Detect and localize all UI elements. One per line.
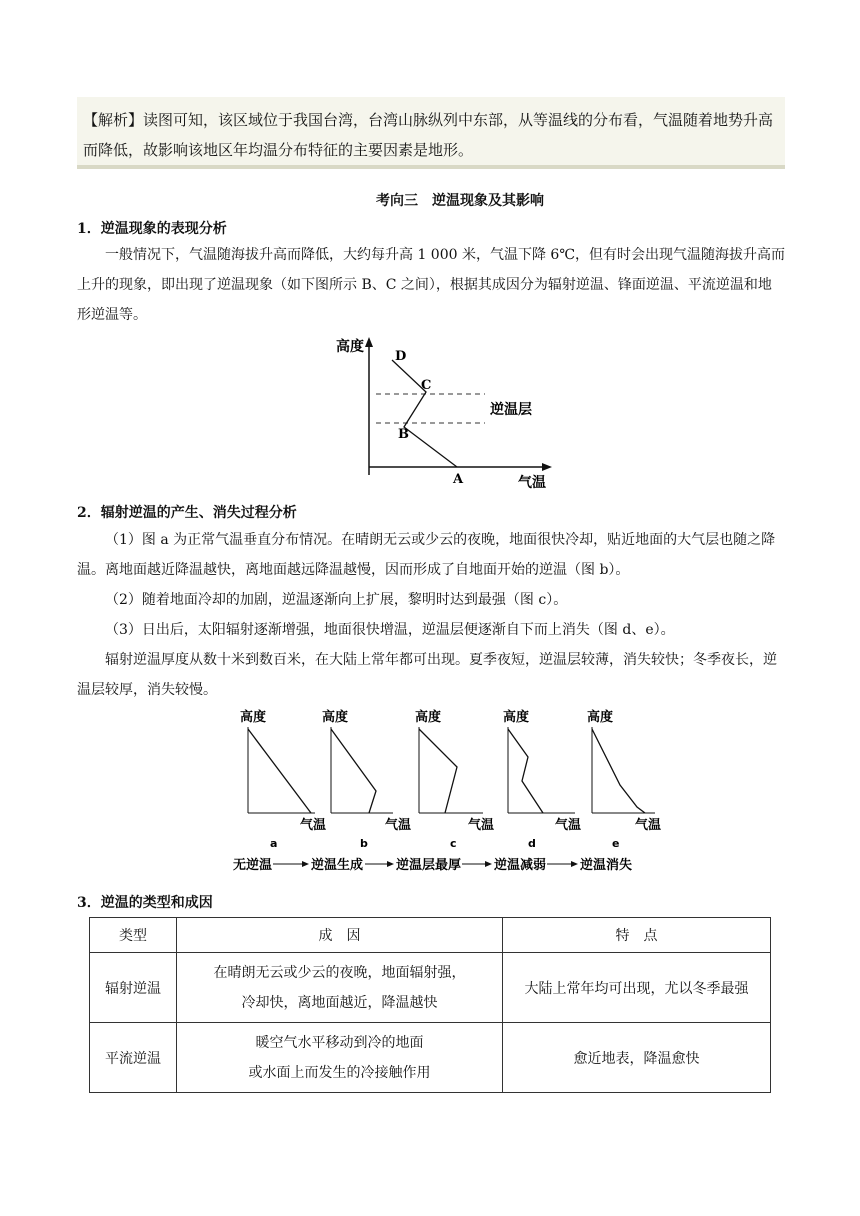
- analysis-text: 读图可知，该区域位于我国台湾，台湾山脉纵列中东部，从等温线的分布看，气温随着地势升高而降低，故影响该地区年均温分布特征的主要因素是地形。: [83, 111, 774, 159]
- layer-label: 逆温层: [490, 402, 532, 418]
- paragraph-2: （1）图 a 为正常气温垂直分布情况。在晴朗无云或少云的夜晚，地面很快冷却，贴近地面的大气层也随之降温。离地面越近降温越快，离地面越远降温越慢，因而形成了自地面开始的逆温（图 b）。: [77, 532, 776, 578]
- x-axis-label: 气温: [518, 475, 546, 491]
- y-axis-label: 高度: [336, 339, 364, 355]
- analysis-box: [77, 97, 785, 169]
- table-cell-cause: [177, 1023, 503, 1093]
- table-header-cell: 类型: [90, 918, 177, 953]
- table-row: [90, 1023, 771, 1093]
- radiation-inversion-figure: [225, 705, 675, 875]
- heading-1: 1．逆温现象的表现分析: [77, 221, 227, 237]
- panel-c-label: c: [450, 837, 457, 850]
- panel-b-y-label: 高度: [322, 710, 349, 725]
- analysis-prefix: 【解析】: [83, 111, 144, 129]
- stage-4: 逆温减弱: [494, 858, 547, 873]
- panel-e-y-label: 高度: [587, 710, 614, 725]
- table-header-cell: 成 因: [177, 918, 503, 953]
- stage-2: 逆温生成: [311, 858, 364, 873]
- table-header-cell: 特 点: [503, 918, 771, 953]
- panel-e-x-label: 气温: [635, 818, 662, 833]
- table-cell-type: 平流逆温: [90, 1023, 177, 1093]
- cause-line: 冷却快，离地面越近，降温越快: [241, 994, 438, 1011]
- point-a-label: A: [453, 472, 464, 487]
- table-cell-type: 辐射逆温: [90, 953, 177, 1023]
- point-c-label: C: [421, 378, 432, 393]
- cause-line: 或水面上而发生的冷接触作用: [248, 1064, 431, 1081]
- inversion-types-table: [89, 917, 771, 1093]
- panel-c-y-label: 高度: [415, 710, 442, 725]
- table-cell-cause: [177, 953, 503, 1023]
- heading-2: 2．辐射逆温的产生、消失过程分析: [77, 505, 297, 521]
- panel-d-x-label: 气温: [555, 818, 582, 833]
- table-header-row: [90, 918, 771, 953]
- table-cell-feature: 大陆上常年均可出现，尤以冬季最强: [503, 953, 771, 1023]
- panel-d-label: d: [528, 837, 536, 850]
- section-title: 考向三 逆温现象及其影响: [376, 193, 544, 209]
- paragraph-5: 辐射逆温厚度从数十米到数百米，在大陆上常年都可出现。夏季夜短，逆温层较薄，消失较快；冬季夜长，逆温层较厚，消失较慢。: [77, 652, 777, 698]
- table-cell-feature: 愈近地表，降温愈快: [503, 1023, 771, 1093]
- cause-line: 在晴朗无云或少云的夜晚，地面辐射强，: [213, 964, 466, 981]
- stage-5: 逆温消失: [580, 858, 633, 873]
- stage-1: 无逆温: [233, 858, 273, 873]
- paragraph-1: 一般情况下，气温随海拔升高而降低，大约每升高 1 000 米，气温下降 6℃，但有时会出现气温随海拔升高而上升的现象，即出现了逆温现象（如下图所示 B、C 之间），根据其成因分为辐射逆温、锋面逆温、平流逆温和地形逆温等。: [77, 247, 785, 323]
- heading-3: 3．逆温的类型和成因: [77, 895, 213, 911]
- stage-3: 逆温层最厚: [396, 858, 462, 873]
- panel-e-label: e: [612, 837, 620, 850]
- paragraph-4: （3）日出后，太阳辐射逐渐增强，地面很快增温，逆温层便逐渐自下而上消失（图 d、e）。: [105, 622, 675, 638]
- table-row: [90, 953, 771, 1023]
- panel-b-x-label: 气温: [385, 818, 412, 833]
- point-b-label: B: [398, 427, 409, 442]
- panel-d-y-label: 高度: [503, 710, 530, 725]
- cause-line: 暖空气水平移动到冷的地面: [255, 1034, 424, 1051]
- panel-a-y-label: 高度: [240, 710, 267, 725]
- panel-a-label: a: [270, 837, 278, 850]
- panel-c-x-label: 气温: [468, 818, 495, 833]
- panel-b-label: b: [360, 837, 368, 850]
- point-d-label: D: [395, 349, 407, 364]
- inversion-figure: [330, 335, 570, 495]
- panel-a-x-label: 气温: [300, 818, 327, 833]
- paragraph-3: （2）随着地面冷却的加剧，逆温逐渐向上扩展，黎明时达到最强（图 c）。: [105, 592, 568, 608]
